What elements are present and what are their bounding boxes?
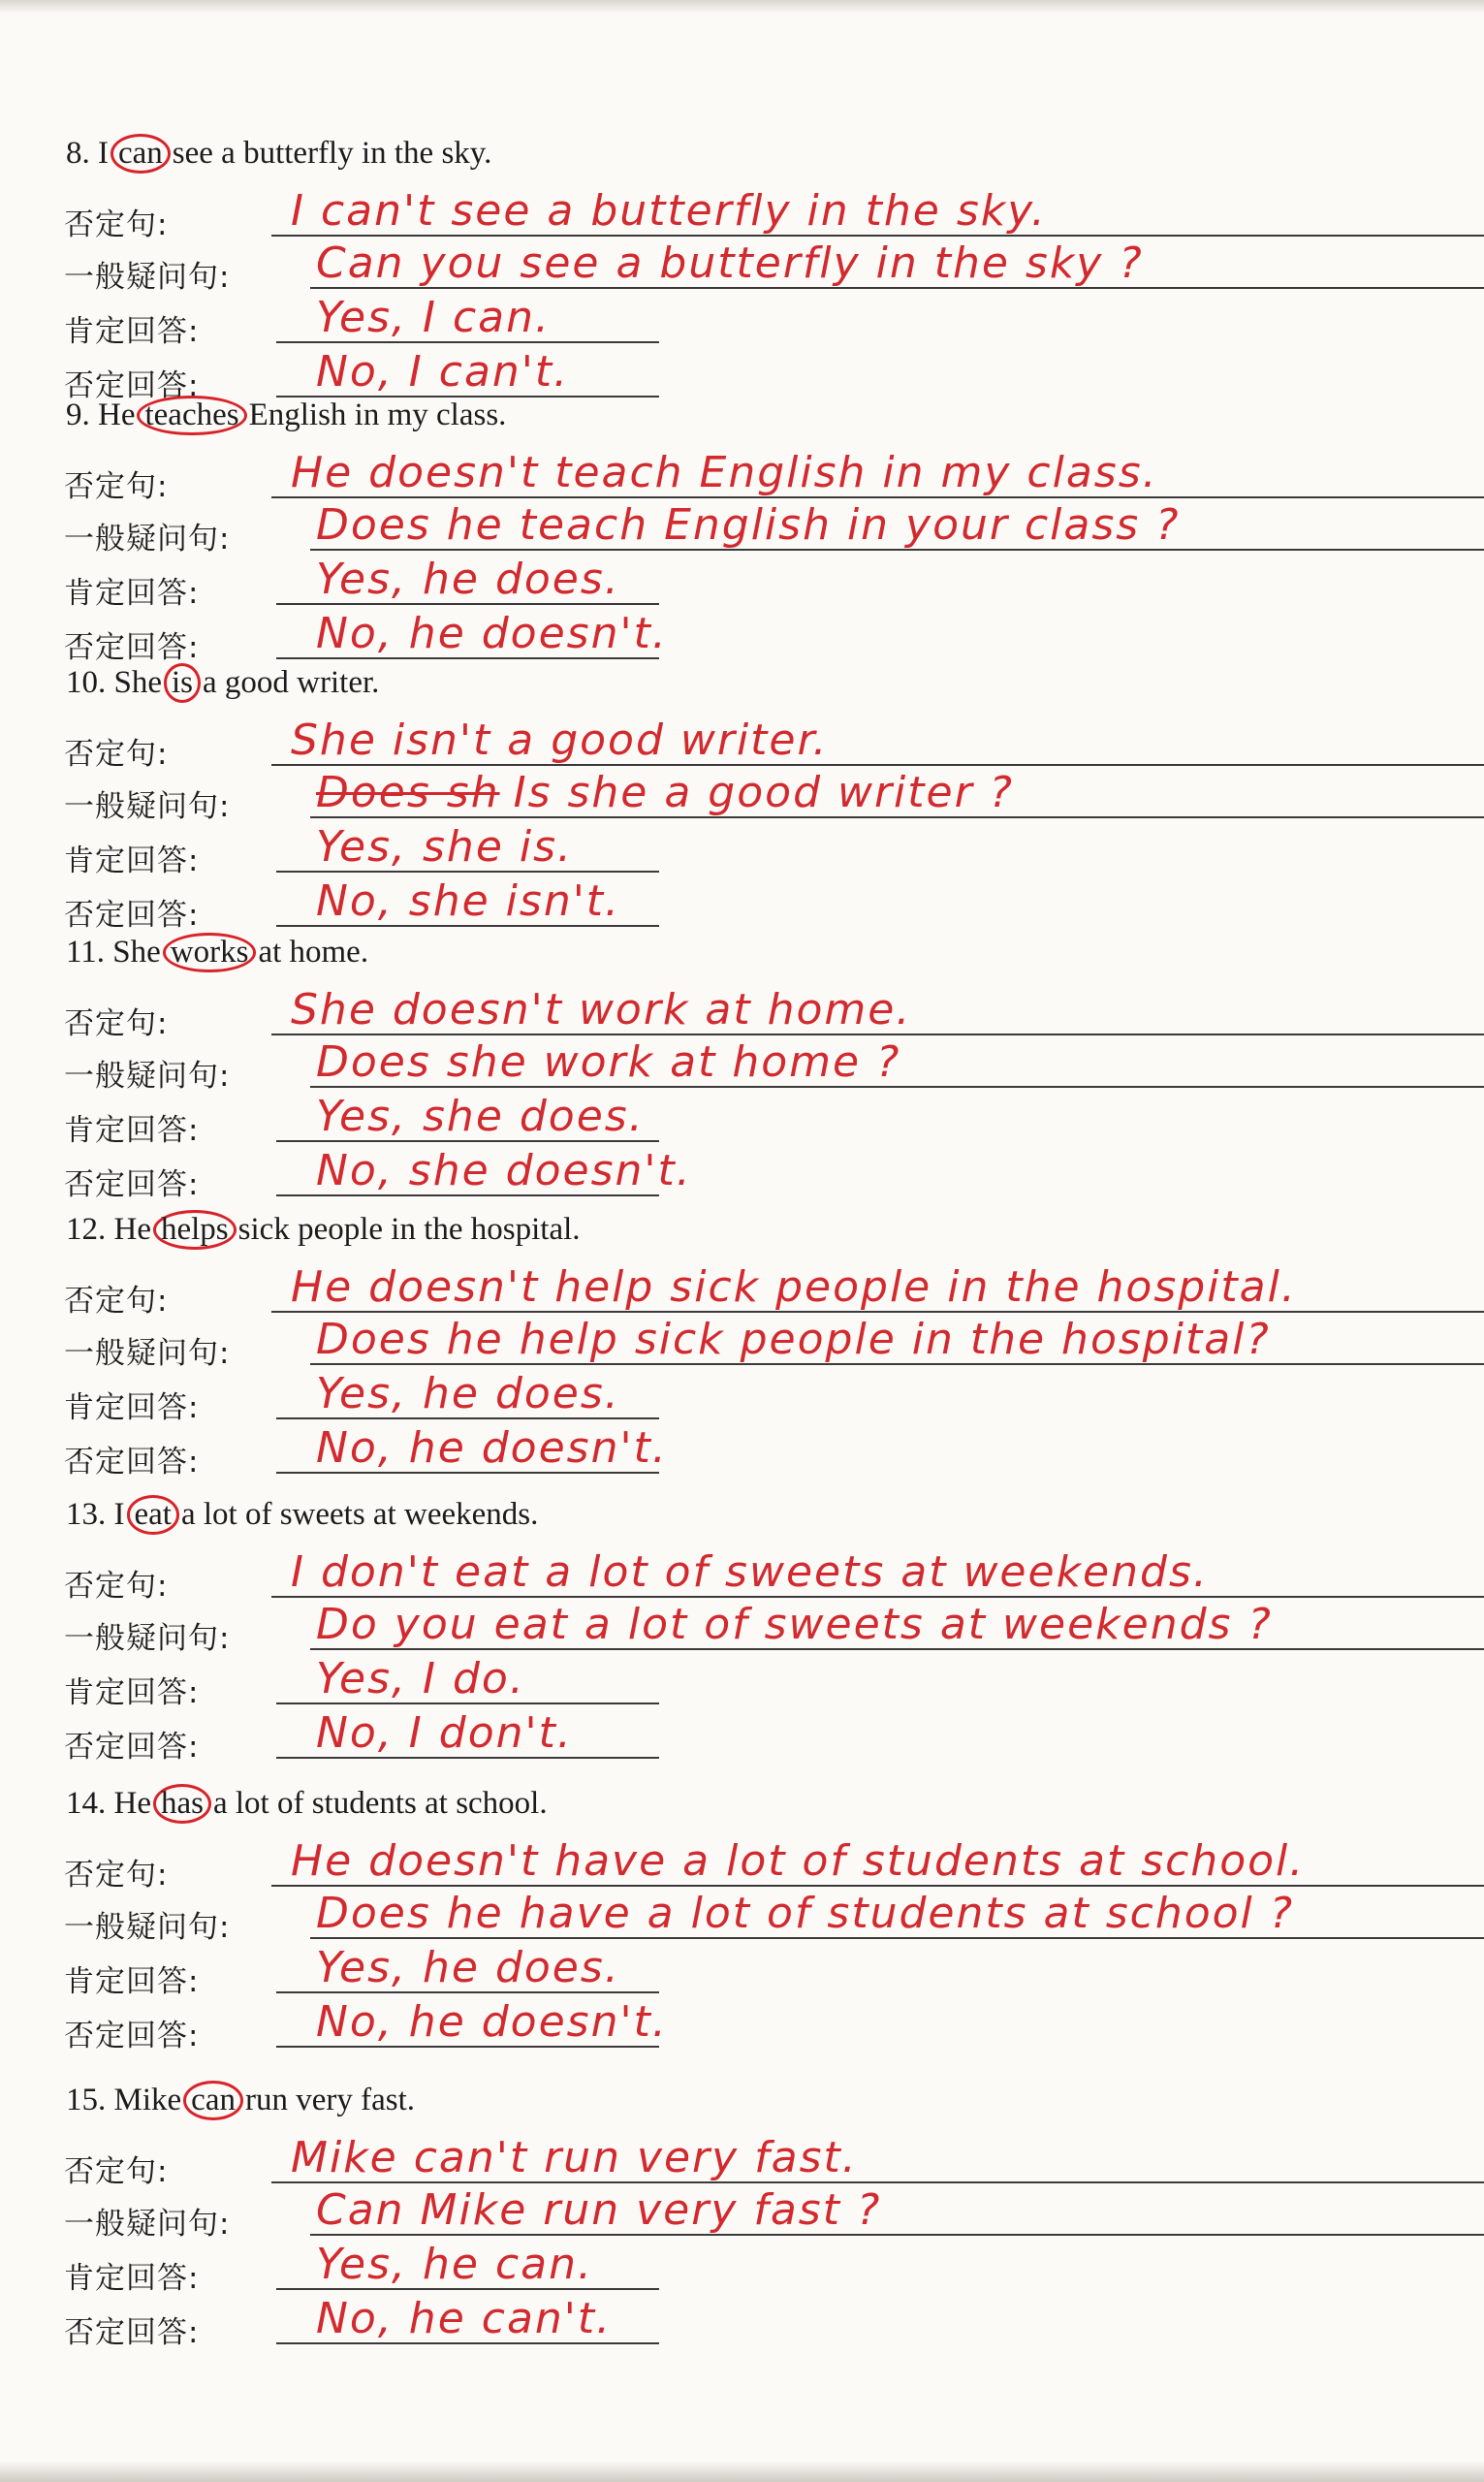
answer-text: No, I can't. <box>316 347 570 397</box>
prompt-rest: a lot of students at school. <box>212 1786 548 1821</box>
handwritten-answer <box>316 876 620 926</box>
prompt-subject: Mike <box>113 2083 182 2117</box>
handwritten-answer <box>291 1547 1209 1597</box>
handwritten-answer <box>316 1943 620 1992</box>
negative-sentence-row <box>0 450 1484 504</box>
answer-text: Yes, she is. <box>316 822 574 872</box>
row-label: 一般疑问句: <box>64 1910 231 1945</box>
negative-answer-row <box>0 1425 1484 1480</box>
answer-text: I don't eat a lot of sweets at weekends. <box>291 1547 1209 1597</box>
negative-sentence-row <box>0 1549 1484 1604</box>
question-number: 13. <box>66 1497 107 1532</box>
question-prompt <box>66 1495 538 1535</box>
handwritten-answer <box>316 1997 668 2047</box>
handwritten-answer <box>291 716 829 765</box>
question-prompt <box>66 1784 548 1824</box>
prompt-subject: He <box>98 398 136 432</box>
page-bottom-edge <box>0 2461 1484 2482</box>
answer-text: Yes, he does. <box>316 555 620 604</box>
question-block <box>0 1784 1484 2075</box>
row-label: 一般疑问句: <box>64 1059 231 1094</box>
question-prompt <box>66 134 491 174</box>
row-label: 否定回答: <box>64 1445 200 1480</box>
prompt-rest: sick people in the hospital. <box>237 1212 581 1247</box>
handwritten-answer <box>316 555 620 604</box>
negative-answer-row <box>0 611 1484 665</box>
circled-verb: is <box>164 663 201 703</box>
row-label: 一般疑问句: <box>64 260 231 295</box>
negative-answer-row <box>0 1710 1484 1765</box>
question-number: 11. <box>66 935 106 970</box>
row-label: 否定句: <box>64 2154 169 2189</box>
negative-sentence-row <box>0 1264 1484 1319</box>
circled-verb: helps <box>153 1210 237 1250</box>
answer-text: Do you eat a lot of sweets at weekends ? <box>316 1600 1273 1649</box>
circled-verb: has <box>153 1784 211 1824</box>
circled-verb: can <box>111 134 171 174</box>
answer-text: Yes, he does. <box>316 1943 620 1992</box>
circled-verb: eat <box>127 1495 179 1535</box>
question-number: 8. <box>66 136 90 171</box>
handwritten-answer <box>291 1262 1297 1312</box>
question-block <box>0 134 1484 425</box>
handwritten-answer <box>316 2185 881 2235</box>
negative-answer-row <box>0 878 1484 933</box>
answer-text: Does he have a lot of students at school ? <box>316 1889 1295 1938</box>
answer-text: Does she work at home ? <box>316 1037 901 1087</box>
affirmative-answer-row <box>0 557 1484 611</box>
affirmative-answer-row <box>0 1656 1484 1710</box>
handwritten-answer <box>316 1369 620 1418</box>
answer-text: Yes, she does. <box>316 1092 645 1141</box>
question-block <box>0 2081 1484 2371</box>
general-question-row <box>0 2187 1484 2242</box>
question-block <box>0 933 1484 1224</box>
answer-text: Can you see a butterfly in the sky ? <box>316 239 1144 288</box>
handwritten-answer <box>316 293 551 342</box>
answer-text: Yes, he can. <box>316 2240 593 2289</box>
answer-text: No, he doesn't. <box>316 609 668 658</box>
question-prompt <box>66 396 506 435</box>
answer-text: No, I don't. <box>316 1708 573 1758</box>
circled-verb: can <box>183 2081 243 2120</box>
prompt-subject: She <box>113 665 162 700</box>
negative-sentence-row <box>0 1838 1484 1893</box>
general-question-row <box>0 1317 1484 1371</box>
answer-text: Does he teach English in your class ? <box>316 500 1181 550</box>
question-prompt <box>66 663 379 703</box>
answer-text: Yes, I can. <box>316 293 551 342</box>
question-block <box>0 1495 1484 1786</box>
answer-text: Yes, I do. <box>316 1654 525 1703</box>
prompt-rest: at home. <box>258 935 369 970</box>
handwritten-answer <box>291 1836 1305 1886</box>
row-label: 肯定回答: <box>64 1964 200 1999</box>
affirmative-answer-row <box>0 2242 1484 2296</box>
row-label: 肯定回答: <box>64 314 200 349</box>
negative-sentence-row <box>0 987 1484 1041</box>
prompt-subject: He <box>113 1212 151 1247</box>
row-label: 一般疑问句: <box>64 1336 231 1371</box>
handwritten-answer <box>316 1889 1294 1938</box>
row-label: 否定回答: <box>64 630 200 665</box>
handwritten-answer <box>291 186 1047 236</box>
row-label: 否定回答: <box>64 2019 200 2053</box>
answer-text: She isn't a good writer. <box>291 716 829 765</box>
row-label: 否定回答: <box>64 1730 200 1765</box>
answer-text: He doesn't help sick people in the hospital. <box>291 1262 1297 1312</box>
circled-verb: works <box>163 933 257 972</box>
row-label: 否定句: <box>64 469 169 504</box>
general-question-row <box>0 1602 1484 1656</box>
row-label: 否定句: <box>64 737 169 772</box>
answer-text: Yes, he does. <box>316 1369 620 1418</box>
handwritten-answer <box>316 239 1144 288</box>
negative-answer-row <box>0 1999 1484 2053</box>
answer-text: Does he help sick people in the hospital? <box>316 1315 1271 1364</box>
negative-answer-row <box>0 2296 1484 2350</box>
question-number: 12. <box>66 1212 107 1247</box>
row-label: 一般疑问句: <box>64 2207 231 2242</box>
answer-text: He doesn't teach English in my class. <box>291 448 1158 497</box>
answer-text: No, he doesn't. <box>316 1423 668 1473</box>
prompt-subject: I <box>98 136 109 171</box>
row-label: 否定回答: <box>64 898 200 933</box>
prompt-subject: I <box>113 1497 125 1532</box>
circled-verb: teaches <box>137 396 246 435</box>
row-label: 肯定回答: <box>64 2261 200 2296</box>
handwritten-answer <box>291 448 1158 497</box>
affirmative-answer-row <box>0 1094 1484 1148</box>
handwritten-answer <box>316 500 1181 550</box>
question-block <box>0 396 1484 686</box>
answer-text: No, she isn't. <box>316 876 621 926</box>
handwritten-answer <box>291 2133 858 2182</box>
row-label: 否定回答: <box>64 1167 200 1202</box>
answer-text: No, she doesn't. <box>316 1146 692 1195</box>
row-label: 否定句: <box>64 1006 169 1041</box>
affirmative-answer-row <box>0 1945 1484 1999</box>
answer-text: I can't see a butterfly in the sky. <box>291 186 1047 236</box>
prompt-rest: English in my class. <box>248 398 507 432</box>
handwritten-answer <box>316 822 573 872</box>
handwritten-answer <box>316 1315 1271 1364</box>
row-label: 否定回答: <box>64 2315 200 2350</box>
handwritten-answer <box>316 2240 593 2289</box>
question-block <box>0 663 1484 954</box>
row-label: 肯定回答: <box>64 1390 200 1425</box>
handwritten-answer <box>316 1654 525 1703</box>
question-number: 10. <box>66 665 107 700</box>
question-prompt <box>66 933 368 972</box>
row-label: 否定句: <box>64 207 169 242</box>
handwritten-answer <box>316 609 668 658</box>
question-prompt <box>66 2081 415 2120</box>
handwritten-answer <box>316 1600 1273 1649</box>
row-label: 一般疑问句: <box>64 1621 231 1656</box>
row-label: 一般疑问句: <box>64 522 231 557</box>
answer-text: Is she a good writer ? <box>513 768 1015 817</box>
prompt-rest: run very fast. <box>244 2083 415 2117</box>
answer-text: He doesn't have a lot of students at school. <box>291 1836 1306 1886</box>
negative-sentence-row <box>0 717 1484 772</box>
affirmative-answer-row <box>0 295 1484 349</box>
prompt-rest: see a butterfly in the sky. <box>172 136 492 171</box>
prompt-rest: a lot of sweets at weekends. <box>180 1497 539 1532</box>
handwritten-answer <box>291 985 911 1034</box>
general-question-row <box>0 1891 1484 1945</box>
answer-text: Mike can't run very fast. <box>291 2133 858 2182</box>
answer-text: She doesn't work at home. <box>291 985 912 1034</box>
handwritten-answer <box>316 1146 692 1195</box>
row-label: 否定回答: <box>64 368 200 403</box>
handwritten-answer <box>316 1037 900 1087</box>
question-prompt <box>66 1210 581 1250</box>
negative-answer-row <box>0 1148 1484 1202</box>
answer-text: No, he doesn't. <box>316 1997 668 2047</box>
general-question-row <box>0 1039 1484 1094</box>
answer-text: Can Mike run very fast ? <box>316 2185 882 2235</box>
handwritten-answer <box>316 2294 612 2343</box>
handwritten-answer <box>316 1092 645 1141</box>
row-label: 肯定回答: <box>64 576 200 611</box>
question-block <box>0 1210 1484 1501</box>
question-number: 9. <box>66 398 90 432</box>
negative-sentence-row <box>0 188 1484 242</box>
prompt-subject: He <box>113 1786 151 1821</box>
general-question-row <box>0 240 1484 295</box>
row-label: 否定句: <box>64 1284 169 1319</box>
negative-sentence-row <box>0 2135 1484 2189</box>
handwritten-answer <box>316 347 569 397</box>
affirmative-answer-row <box>0 824 1484 878</box>
row-label: 一般疑问句: <box>64 789 231 824</box>
affirmative-answer-row <box>0 1371 1484 1425</box>
answer-text: No, he can't. <box>316 2294 613 2343</box>
handwritten-answer <box>316 1708 573 1758</box>
row-label: 肯定回答: <box>64 843 200 878</box>
question-number: 15. <box>66 2083 107 2117</box>
general-question-row <box>0 770 1484 824</box>
row-label: 肯定回答: <box>64 1675 200 1710</box>
question-number: 14. <box>66 1786 107 1821</box>
prompt-subject: She <box>112 935 161 970</box>
row-label: 否定句: <box>64 1569 169 1604</box>
page-top-edge <box>0 0 1484 14</box>
crossed-out-text: Does sh <box>316 768 500 817</box>
handwritten-answer <box>316 1423 668 1473</box>
row-label: 肯定回答: <box>64 1113 200 1148</box>
general-question-row <box>0 502 1484 557</box>
prompt-rest: a good writer. <box>203 665 380 700</box>
handwritten-answer <box>316 768 1014 817</box>
row-label: 否定句: <box>64 1858 169 1893</box>
